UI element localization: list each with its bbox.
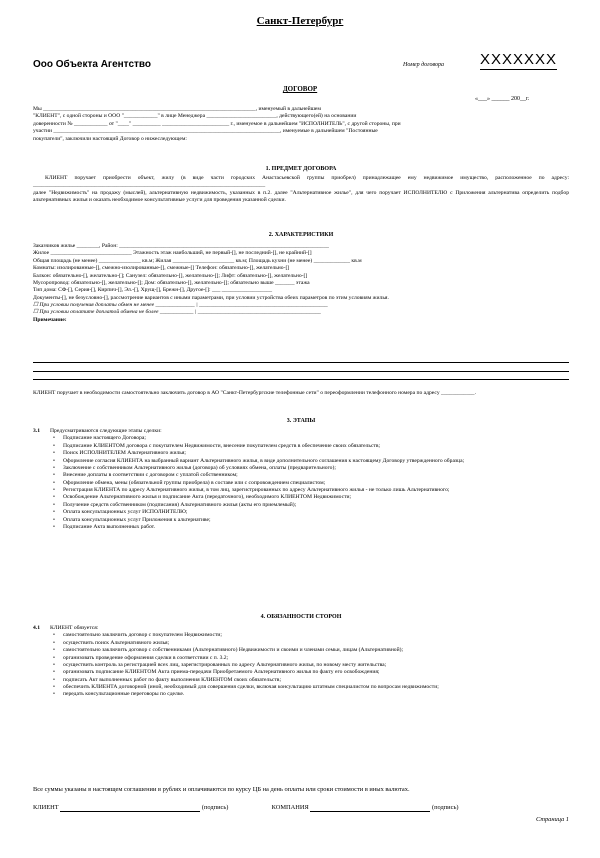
stage-item: • Заключение с собственником Альтернативного жилья (договора) об условиях обмена, оплаты (предварительного); [50, 465, 569, 472]
characteristic-line: Балкон: обязательно-[], желательно-[]; Санузел: обязательно-[], желательно-[]; Лифт: обязательно-[], желательно-[] [33, 272, 308, 279]
obligation-item: • передать консультационные переговоры по сделке. [50, 691, 569, 698]
obligation-item: • организовать подписание КЛИЕНТОМ Акта приема-передачи Приобретаемого Альтернативного жилья по факту его освобождения; [50, 669, 569, 676]
section-4-title: 4. ОБЯЗАННОСТИ СТОРОН [260, 614, 342, 620]
stage-item: • Внесение доплаты в соответствии с договором с уплатой собственником; [50, 472, 569, 479]
stage-item: • Оформление обмена, мены (обязательной группы приобрела) в составе или с сопровождением специалистом; [50, 480, 569, 487]
phone-consent-paragraph: КЛИЕНТ поручает в необходимости самостоятельно заключить договор в АО "Санкт-Петербургские телефонные сети" о переоформлении телефонного номера по адресу ____________. [33, 390, 476, 396]
section-1-paragraph: далее "Недвижимость" на продажу (мыслей), альтернативную недвижимость, указанных в п.2. далее "Альтернативное жилье", для чего поручает ИСПОЛНИТЕЛЮ с Приложения альтернатива определить подбор альтернативных жилья и оказать необходимое консультативные услуги для проведения указанной сделки. [33, 189, 569, 204]
note-rule [33, 371, 569, 372]
section-4-lead: КЛИЕНТ обязуется: [50, 625, 99, 631]
stage-item: • Освобождение Альтернативного жилья и подписание Акта (передаточного), необходимого КЛИЕНТОМ Недвижимости; [50, 494, 569, 501]
stage-item: • Подписание Акта выполненных работ. [50, 524, 569, 531]
note-label: Примечание: [33, 316, 67, 323]
section-3-list [50, 428, 569, 531]
surcharge-checkbox-2[interactable]: ☐ При условии оплатите доплатой обмена не более ____________ | ____________________________________________ [33, 309, 321, 316]
company-signature-line[interactable] [310, 805, 430, 812]
section-1-title: 1. ПРЕДМЕТ ДОГОВОРА [265, 166, 337, 172]
organization-name: Ооо Объекта Агентство [33, 59, 152, 70]
section-1-paragraph: КЛИЕНТ поручает приобрести объект, жилу (в виде части городских Анастасьевской группы приобрел) принадлежащее ему недвижимое имущество, расположенное по адресу: ___________________________________________________________________________________ [33, 175, 569, 189]
stage-item: • Поиск ИСПОЛНИТЕЛЕМ Альтернативного жилья; [50, 450, 569, 457]
clause-number: 4.1 [33, 625, 40, 631]
stage-item: • Оплата консультационных услуг ИСПОЛНИТЕЛЮ; [50, 509, 569, 516]
client-signature-label: КЛИЕНТ [33, 804, 59, 811]
characteristic-line: Жилое _____________________________ Этажность этаж наибольший, не первый-[], не последний-[], не крайний-[] [33, 250, 312, 257]
obligation-item: • самостоятельно заключить договор с собственниками (Альтернативного) Недвижимости и своими и членами семьи, лицам (Альтернативной); [50, 647, 569, 654]
characteristic-line: Комнаты: изолированные-[], смежно-изолированные-[], смежные-[] Телефон: обязательно-[], желательно-[] [33, 265, 290, 272]
note-rule [33, 362, 569, 363]
section-2-characteristics [33, 243, 569, 324]
company-signature-label: КОМПАНИЯ [271, 804, 309, 811]
client-signature-caption: (подпись) [201, 804, 229, 811]
section-2-title: 2. ХАРАКТЕРИСТИКИ [268, 232, 334, 238]
intro-line: участии _________________________________________________________________________________, именуемые в дальнейшем "Постоянные [33, 128, 378, 135]
stage-item: • Подписание настоящего Договора; [50, 435, 569, 442]
characteristic-line: Общая площадь (не менее) _______________ кв.м; Жилая ______________________ кв.м; Площадь кухни (не менее) _____________ кв.м [33, 257, 362, 264]
stage-item: • Регистрация КЛИЕНТА по адресу Альтернативного жилья, в том лиц, зарегистрированных по адресу Альтернативного жилья - не только лишь Альтернативного; [50, 487, 569, 494]
contract-number-label: Номер договора [403, 62, 444, 68]
page-number: Страница 1 [536, 816, 569, 823]
note-rule [33, 379, 569, 380]
characteristic-line: Документы-[], не безусловно-[], рассмотрение вариантов с иными параметрами, при условии устройства обеих параметров по этим условиям жилья. [33, 294, 389, 301]
signature-row [33, 804, 569, 812]
obligation-item: • подписать Акт выполненных работ по факту выполнения КЛИЕНТОМ своих обязательств; [50, 677, 569, 684]
stage-item: • Получение средств собственником (подписания) Альтернативного жилья (акты его приемлемый); [50, 502, 569, 509]
obligation-item: • обеспечить КЛИЕНТА договорной (иной, необходимый для совершения сделки, включая консультацию штатным специалистом по вопросам недвижимости; [50, 684, 569, 691]
characteristic-line: Мусоропровод: обязательно-[], желательно-[]; Дом: обязательно-[], желательно-[]; обязательно выше _______ этажа [33, 279, 310, 286]
obligation-item: • осуществить поиск Альтернативного жилья; [50, 640, 569, 647]
intro-line: доверенности № ____________ от "____" __________ ________________________ г., именуемое в дальнейшем "ИСПОЛНИТЕЛЬ", с другой стороны, при [33, 120, 401, 127]
surcharge-checkbox-1[interactable]: ☐ При условии получения доплаты обмен не менее ______________ | ______________________________________________ [33, 302, 328, 308]
intro-line: Мы ____________________________________________________________________________, именуемый в дальнейшем [33, 106, 321, 112]
intro-paragraph [33, 106, 569, 143]
client-signature-line[interactable] [60, 805, 200, 812]
section-4-list [50, 625, 569, 699]
contract-number-value: XXXXXXX [480, 51, 558, 68]
section-1-text [33, 175, 569, 205]
section-3-lead: Предусматриваются следующие этапы сделки: [50, 428, 162, 434]
intro-line: "КЛИЕНТ", с одной стороны и ООО "____________" в лице Менеджера _________________________, действующего(ей) на основании [33, 113, 357, 120]
currency-note: Все суммы указаны в настоящем соглашении в рублях и оплачиваются по курсу ЦБ на день оплаты или сроки стоимости в иных валютах. [33, 786, 410, 793]
obligation-item: • организовать проведение оформления сделки в соответствии с п. 3.2; [50, 655, 569, 662]
characteristic-line: Заказчиков жилье ________, Район: ___________________________________________________________________________ [33, 243, 329, 249]
obligation-item: • осуществить контроль за регистрацией всех лиц, зарегистрированных по адресу Альтернативного жилья, по новому месту жительства; [50, 662, 569, 669]
stage-item: • Оплата консультационных услуг Приложения к альтернативе; [50, 517, 569, 524]
document-title: ДОГОВОР [282, 85, 318, 93]
obligation-item: • самостоятельно заключить договор с покупателем Недвижимости; [50, 632, 569, 639]
stage-item: • Подписание КЛИЕНТОМ договора с покупателем Недвижимости, внесение покупателем средств в обеспечение своих обязательств; [50, 443, 569, 450]
section-3-title: 3. ЭТАПЫ [286, 418, 316, 424]
intro-line: покупатели", заключили настоящий Договор о нижеследующем: [33, 135, 187, 142]
stage-item: • Оформление согласия КЛИЕНТА на выбранный вариант Альтернативного жилья, в виде дополнительного соглашения к настоящему Договору утвержденного образца; [50, 458, 569, 465]
clause-number: 3.1 [33, 428, 40, 434]
company-signature-caption: (подпись) [431, 804, 459, 811]
city-heading: Санкт-Петербург [256, 15, 344, 27]
contract-date: «___» ______ 200__г. [475, 96, 530, 102]
characteristic-line: Тип дома: СФ-[], Серия-[], Кирпич-[], Эл.-[], Хрущ-[], Брежн-[], Другое-[]: ___ __________________ [33, 287, 273, 294]
